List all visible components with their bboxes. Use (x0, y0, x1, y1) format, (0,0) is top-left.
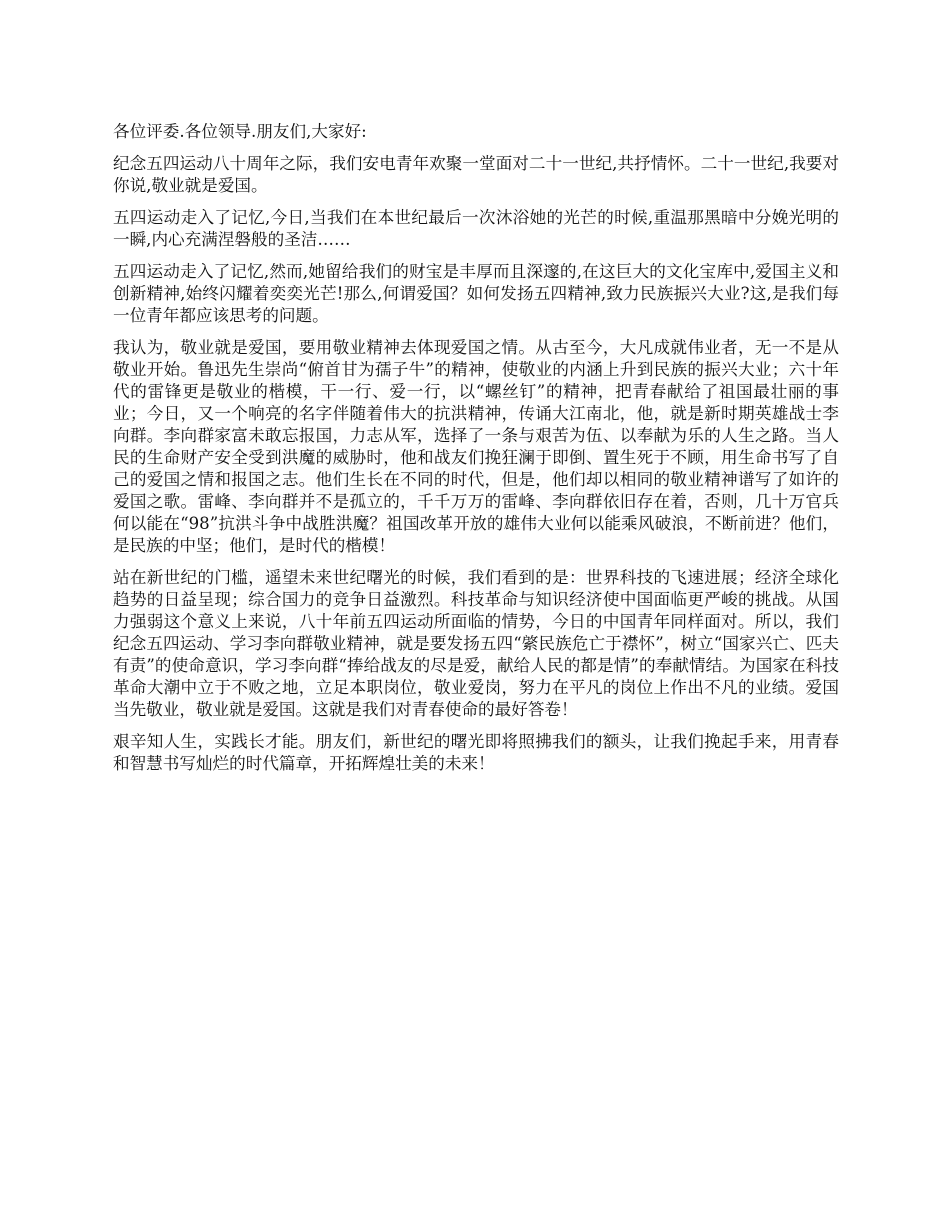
greeting-line: 各位评委.各位领导.朋友们,大家好: (113, 122, 367, 141)
paragraph-memory: 五四运动走入了记忆,今日,当我们在本世纪最后一次沐浴她的光芒的时候,重温那黑暗中分娩光明的一瞬,内心充满涅磐般的圣洁…… (113, 208, 839, 249)
paragraph-closing: 艰辛知人生，实践长才能。朋友们，新世纪的曙光即将照拂我们的额头，让我们挽起手来，用青春和智慧书写灿烂的时代篇章，开拓辉煌壮美的未来！ (113, 732, 839, 773)
paragraph-dedication: 我认为，敬业就是爱国，要用敬业精神去体现爱国之情。从古至今，大凡成就伟业者，无一不是从敬业开始。鲁迅先生崇尚“俯首甘为孺子牛”的精神，使敬业的内涵上升到民族的振兴大业；六十年代的雷锋更是敬业的楷模，干一行、爱一行，以“螺丝钉”的精神，把青春献给了祖国最壮丽的事业；今日，又一个响亮的名字伴随着伟大的抗洪精神，传诵大江南北，他，就是新时期英雄战士李向群。李向群家富未敢忘报国，力志从军，选择了一条与艰苦为伍、以奉献为乐的人生之路。当人民的生命财产安全受到洪魔的威胁时，他和战友们挽狂澜于即倒、置生死于不顾，用生命书写了自己的爱国之情和报国之志。他们生长在不同的时代，但是，他们却以相同的敬业精神谱写了如许的爱国之歌。雷峰、李向群并不是孤立的，千千万万的雷峰、李向群依旧存在着，否则，几十万官兵何以能在“98”抗洪斗争中战胜洪魔？祖国改革开放的雄伟大业何以能乘风破浪，不断前进？他们，是民族的中坚；他们，是时代的楷模！ (113, 338, 839, 555)
document-body (113, 121, 839, 785)
paragraph-legacy: 五四运动走入了记忆,然而,她留给我们的财宝是丰厚而且深邃的,在这巨大的文化宝库中,爱国主义和创新精神,始终闪耀着奕奕光芒!那么,何谓爱国？如何发扬五四精神,致力民族振兴大业?这,是我们每一位青年都应该思考的问题。 (113, 262, 839, 325)
paragraph-new-century: 站在新世纪的门槛，遥望未来世纪曙光的时候，我们看到的是：世界科技的飞速进展；经济全球化趋势的日益呈现；综合国力的竞争日益激烈。科技革命与知识经济使中国面临更严峻的挑战。从国力强弱这个意义上来说，八十年前五四运动所面临的情势，今日的中国青年同样面对。所以，我们纪念五四运动、学习李向群敬业精神，就是要发扬五四“綮民族危亡于襟怀”，树立“国家兴亡、匹夫有责”的使命意识，学习李向群“捧给战友的尽是爱，献给人民的都是情”的奉献情结。为国家在科技革命大潮中立于不败之地，立足本职岗位，敬业爱岗，努力在平凡的岗位上作出不凡的业绩。爱国当先敬业，敬业就是爱国。这就是我们对青春使命的最好答卷！ (113, 568, 839, 719)
paragraph-opening: 纪念五四运动八十周年之际，我们安电青年欢聚一堂面对二十一世纪,共抒情怀。二十一世纪,我要对你说,敬业就是爱国。 (113, 154, 839, 195)
